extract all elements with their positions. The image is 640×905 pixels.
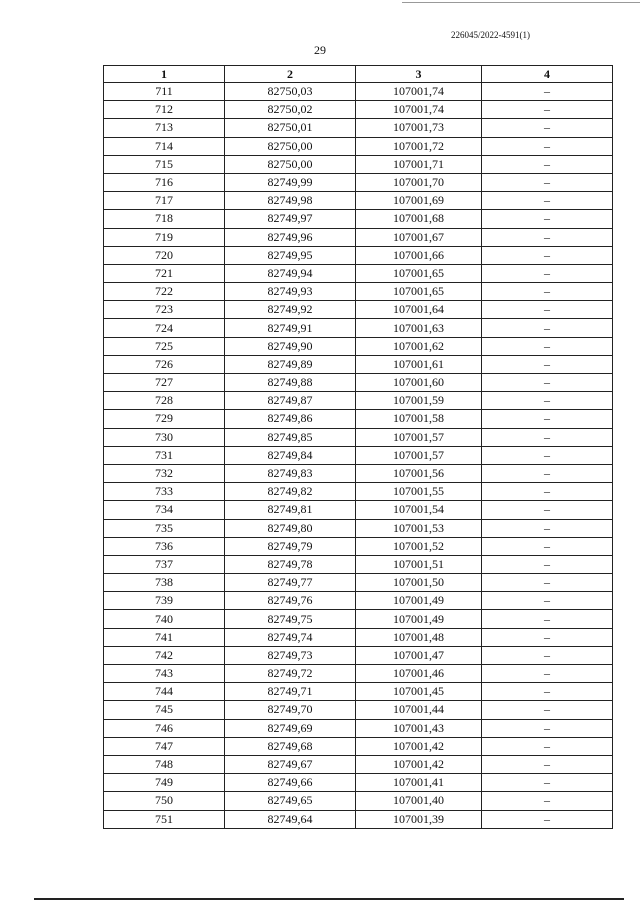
table-row [104, 774, 613, 792]
x-coordinate-cell: 82750,03 [225, 83, 356, 101]
column-4-cell: – [482, 483, 613, 501]
page-number: 29 [314, 43, 326, 57]
column-4-cell: – [482, 646, 613, 664]
table-row [104, 519, 613, 537]
x-coordinate-cell: 82749,68 [225, 737, 356, 755]
point-number-cell: 726 [104, 355, 225, 373]
y-coordinate-cell: 107001,65 [356, 283, 482, 301]
point-number-cell: 714 [104, 137, 225, 155]
table-row [104, 173, 613, 191]
column-4-cell: – [482, 264, 613, 282]
column-4-cell: – [482, 810, 613, 828]
column-4-cell: – [482, 737, 613, 755]
x-coordinate-cell: 82749,66 [225, 774, 356, 792]
column-4-cell: – [482, 701, 613, 719]
point-number-cell: 751 [104, 810, 225, 828]
table-row [104, 246, 613, 264]
y-coordinate-cell: 107001,46 [356, 665, 482, 683]
y-coordinate-cell: 107001,39 [356, 810, 482, 828]
x-coordinate-cell: 82749,87 [225, 392, 356, 410]
table-row [104, 483, 613, 501]
y-coordinate-cell: 107001,74 [356, 101, 482, 119]
point-number-cell: 735 [104, 519, 225, 537]
column-4-cell: – [482, 719, 613, 737]
y-coordinate-cell: 107001,53 [356, 519, 482, 537]
x-coordinate-cell: 82749,88 [225, 374, 356, 392]
table-row [104, 737, 613, 755]
y-coordinate-cell: 107001,67 [356, 228, 482, 246]
y-coordinate-cell: 107001,74 [356, 83, 482, 101]
x-coordinate-cell: 82749,89 [225, 355, 356, 373]
table-row [104, 119, 613, 137]
table-row [104, 501, 613, 519]
y-coordinate-cell: 107001,49 [356, 610, 482, 628]
table-row [104, 337, 613, 355]
point-number-cell: 731 [104, 446, 225, 464]
point-number-cell: 728 [104, 392, 225, 410]
x-coordinate-cell: 82750,02 [225, 101, 356, 119]
x-coordinate-cell: 82749,91 [225, 319, 356, 337]
point-number-cell: 712 [104, 101, 225, 119]
y-coordinate-cell: 107001,43 [356, 719, 482, 737]
x-coordinate-cell: 82750,00 [225, 155, 356, 173]
x-coordinate-cell: 82749,98 [225, 192, 356, 210]
x-coordinate-cell: 82749,93 [225, 283, 356, 301]
table-row [104, 374, 613, 392]
point-number-cell: 725 [104, 337, 225, 355]
x-coordinate-cell: 82749,85 [225, 428, 356, 446]
column-4-cell: – [482, 137, 613, 155]
point-number-cell: 729 [104, 410, 225, 428]
point-number-cell: 740 [104, 610, 225, 628]
column-4-cell: – [482, 283, 613, 301]
column-4-cell: – [482, 628, 613, 646]
x-coordinate-cell: 82749,99 [225, 173, 356, 191]
column-4-cell: – [482, 392, 613, 410]
table-row [104, 192, 613, 210]
column-4-cell: – [482, 610, 613, 628]
y-coordinate-cell: 107001,72 [356, 137, 482, 155]
y-coordinate-cell: 107001,66 [356, 246, 482, 264]
y-coordinate-cell: 107001,60 [356, 374, 482, 392]
column-header: 1 [104, 66, 225, 83]
x-coordinate-cell: 82749,69 [225, 719, 356, 737]
column-4-cell: – [482, 119, 613, 137]
table-row [104, 464, 613, 482]
column-4-cell: – [482, 792, 613, 810]
point-number-cell: 723 [104, 301, 225, 319]
y-coordinate-cell: 107001,42 [356, 755, 482, 773]
column-4-cell: – [482, 755, 613, 773]
table-row [104, 446, 613, 464]
table-row [104, 537, 613, 555]
y-coordinate-cell: 107001,50 [356, 574, 482, 592]
y-coordinate-cell: 107001,59 [356, 392, 482, 410]
y-coordinate-cell: 107001,54 [356, 501, 482, 519]
table-row [104, 392, 613, 410]
y-coordinate-cell: 107001,70 [356, 173, 482, 191]
column-4-cell: – [482, 83, 613, 101]
point-number-cell: 715 [104, 155, 225, 173]
point-number-cell: 742 [104, 646, 225, 664]
x-coordinate-cell: 82749,73 [225, 646, 356, 664]
table-row [104, 319, 613, 337]
column-4-cell: – [482, 683, 613, 701]
table-row [104, 283, 613, 301]
table-body [104, 83, 613, 829]
point-number-cell: 730 [104, 428, 225, 446]
y-coordinate-cell: 107001,51 [356, 555, 482, 573]
column-4-cell: – [482, 774, 613, 792]
point-number-cell: 720 [104, 246, 225, 264]
y-coordinate-cell: 107001,40 [356, 792, 482, 810]
x-coordinate-cell: 82749,83 [225, 464, 356, 482]
point-number-cell: 713 [104, 119, 225, 137]
table-row [104, 592, 613, 610]
column-4-cell: – [482, 519, 613, 537]
column-4-cell: – [482, 537, 613, 555]
table-row [104, 555, 613, 573]
y-coordinate-cell: 107001,58 [356, 410, 482, 428]
column-4-cell: – [482, 446, 613, 464]
table-row [104, 210, 613, 228]
column-4-cell: – [482, 319, 613, 337]
table-row [104, 665, 613, 683]
column-4-cell: – [482, 192, 613, 210]
x-coordinate-cell: 82749,92 [225, 301, 356, 319]
table-row [104, 701, 613, 719]
point-number-cell: 746 [104, 719, 225, 737]
point-number-cell: 738 [104, 574, 225, 592]
y-coordinate-cell: 107001,57 [356, 428, 482, 446]
bottom-divider [34, 898, 624, 900]
point-number-cell: 722 [104, 283, 225, 301]
y-coordinate-cell: 107001,55 [356, 483, 482, 501]
y-coordinate-cell: 107001,69 [356, 192, 482, 210]
x-coordinate-cell: 82749,74 [225, 628, 356, 646]
column-4-cell: – [482, 665, 613, 683]
y-coordinate-cell: 107001,42 [356, 737, 482, 755]
y-coordinate-cell: 107001,48 [356, 628, 482, 646]
column-4-cell: – [482, 228, 613, 246]
column-4-cell: – [482, 410, 613, 428]
x-coordinate-cell: 82750,00 [225, 137, 356, 155]
column-4-cell: – [482, 574, 613, 592]
point-number-cell: 719 [104, 228, 225, 246]
column-4-cell: – [482, 301, 613, 319]
table-row [104, 428, 613, 446]
table-row [104, 301, 613, 319]
y-coordinate-cell: 107001,41 [356, 774, 482, 792]
table-row [104, 101, 613, 119]
point-number-cell: 743 [104, 665, 225, 683]
y-coordinate-cell: 107001,44 [356, 701, 482, 719]
x-coordinate-cell: 82749,81 [225, 501, 356, 519]
point-number-cell: 711 [104, 83, 225, 101]
x-coordinate-cell: 82749,95 [225, 246, 356, 264]
table-row [104, 355, 613, 373]
column-header: 2 [225, 66, 356, 83]
y-coordinate-cell: 107001,61 [356, 355, 482, 373]
x-coordinate-cell: 82749,78 [225, 555, 356, 573]
table-row [104, 574, 613, 592]
x-coordinate-cell: 82749,97 [225, 210, 356, 228]
y-coordinate-cell: 107001,73 [356, 119, 482, 137]
y-coordinate-cell: 107001,71 [356, 155, 482, 173]
point-number-cell: 733 [104, 483, 225, 501]
table-row [104, 755, 613, 773]
x-coordinate-cell: 82749,67 [225, 755, 356, 773]
table-row [104, 646, 613, 664]
column-4-cell: – [482, 464, 613, 482]
y-coordinate-cell: 107001,68 [356, 210, 482, 228]
x-coordinate-cell: 82749,90 [225, 337, 356, 355]
column-4-cell: – [482, 374, 613, 392]
column-4-cell: – [482, 173, 613, 191]
document-number: 226045/2022-4591(1) [451, 30, 530, 40]
x-coordinate-cell: 82749,79 [225, 537, 356, 555]
column-4-cell: – [482, 592, 613, 610]
x-coordinate-cell: 82749,84 [225, 446, 356, 464]
table-row [104, 683, 613, 701]
x-coordinate-cell: 82749,70 [225, 701, 356, 719]
table-row [104, 155, 613, 173]
column-4-cell: – [482, 555, 613, 573]
table-header-row [104, 66, 613, 83]
x-coordinate-cell: 82749,94 [225, 264, 356, 282]
point-number-cell: 744 [104, 683, 225, 701]
column-4-cell: – [482, 101, 613, 119]
table-row [104, 83, 613, 101]
column-4-cell: – [482, 355, 613, 373]
table-row [104, 719, 613, 737]
table-row [104, 264, 613, 282]
x-coordinate-cell: 82749,96 [225, 228, 356, 246]
column-4-cell: – [482, 210, 613, 228]
y-coordinate-cell: 107001,56 [356, 464, 482, 482]
column-4-cell: – [482, 501, 613, 519]
x-coordinate-cell: 82749,77 [225, 574, 356, 592]
point-number-cell: 747 [104, 737, 225, 755]
point-number-cell: 716 [104, 173, 225, 191]
table-row [104, 410, 613, 428]
x-coordinate-cell: 82749,71 [225, 683, 356, 701]
table-row [104, 228, 613, 246]
x-coordinate-cell: 82749,75 [225, 610, 356, 628]
y-coordinate-cell: 107001,62 [356, 337, 482, 355]
coordinates-table [103, 65, 613, 829]
point-number-cell: 748 [104, 755, 225, 773]
point-number-cell: 745 [104, 701, 225, 719]
x-coordinate-cell: 82749,65 [225, 792, 356, 810]
column-4-cell: – [482, 155, 613, 173]
column-4-cell: – [482, 428, 613, 446]
x-coordinate-cell: 82749,82 [225, 483, 356, 501]
y-coordinate-cell: 107001,64 [356, 301, 482, 319]
column-4-cell: – [482, 246, 613, 264]
point-number-cell: 732 [104, 464, 225, 482]
point-number-cell: 737 [104, 555, 225, 573]
y-coordinate-cell: 107001,45 [356, 683, 482, 701]
y-coordinate-cell: 107001,49 [356, 592, 482, 610]
y-coordinate-cell: 107001,57 [356, 446, 482, 464]
x-coordinate-cell: 82749,64 [225, 810, 356, 828]
top-divider [402, 2, 640, 3]
table-row [104, 792, 613, 810]
table-row [104, 137, 613, 155]
table-row [104, 610, 613, 628]
x-coordinate-cell: 82749,86 [225, 410, 356, 428]
point-number-cell: 750 [104, 792, 225, 810]
point-number-cell: 721 [104, 264, 225, 282]
point-number-cell: 718 [104, 210, 225, 228]
column-4-cell: – [482, 337, 613, 355]
x-coordinate-cell: 82749,76 [225, 592, 356, 610]
point-number-cell: 734 [104, 501, 225, 519]
table-row [104, 810, 613, 828]
x-coordinate-cell: 82749,80 [225, 519, 356, 537]
point-number-cell: 739 [104, 592, 225, 610]
y-coordinate-cell: 107001,52 [356, 537, 482, 555]
column-header: 3 [356, 66, 482, 83]
point-number-cell: 736 [104, 537, 225, 555]
table-row [104, 628, 613, 646]
y-coordinate-cell: 107001,63 [356, 319, 482, 337]
point-number-cell: 749 [104, 774, 225, 792]
point-number-cell: 717 [104, 192, 225, 210]
x-coordinate-cell: 82750,01 [225, 119, 356, 137]
point-number-cell: 741 [104, 628, 225, 646]
y-coordinate-cell: 107001,47 [356, 646, 482, 664]
y-coordinate-cell: 107001,65 [356, 264, 482, 282]
x-coordinate-cell: 82749,72 [225, 665, 356, 683]
point-number-cell: 724 [104, 319, 225, 337]
point-number-cell: 727 [104, 374, 225, 392]
column-header: 4 [482, 66, 613, 83]
